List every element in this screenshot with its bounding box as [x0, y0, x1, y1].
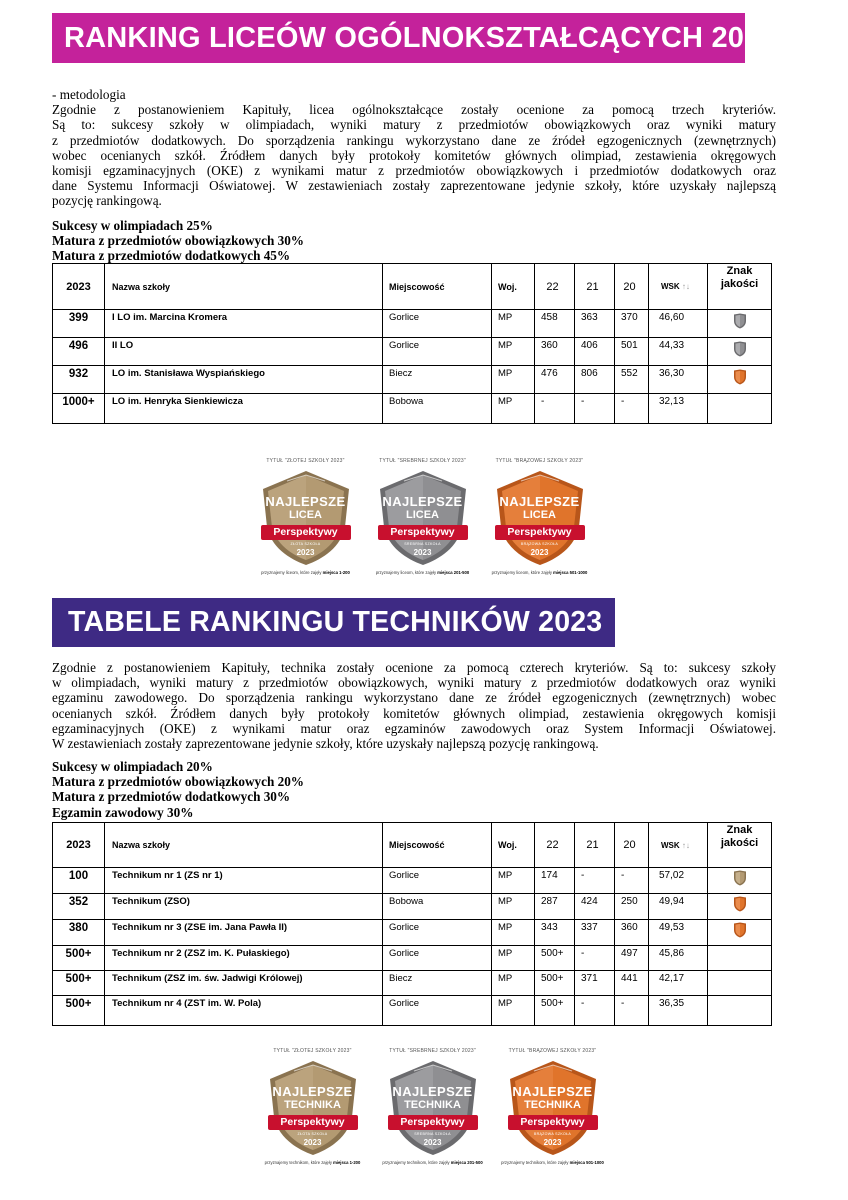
text-line: dane Systemu Informacji Oświatowej. W zestawieniach zostały zaprezentowane jedynie szkoły, które uzyskały najlepszą — [52, 178, 776, 194]
wsk-cell: 45,86 — [649, 946, 708, 971]
woj-cell: MP — [492, 338, 535, 366]
rank-cell: 500+ — [53, 971, 105, 996]
badge-footnote-text: przyznajemy liceom, które zajęły — [261, 570, 323, 575]
quality-cell — [708, 394, 772, 424]
woj-cell: MP — [492, 868, 535, 894]
col-header-woj: Woj. — [492, 823, 535, 868]
table-row — [53, 366, 772, 394]
woj-cell: MP — [492, 971, 535, 996]
badge-caption: TYTUŁ "SREBRNEJ SZKOŁY 2023" — [379, 458, 466, 464]
badge-year: 2023 — [530, 548, 549, 557]
silver-badge-shield-icon — [384, 1057, 482, 1157]
y22-cell: 458 — [535, 310, 575, 338]
y22-cell: 500+ — [535, 996, 575, 1026]
text-line: komisji egzaminacyjnych (OKE) z wynikami matur z przedmiotów obowiązkowych i przedmiotów dodatkowych oraz — [52, 163, 776, 179]
badge-line2: TECHNIKA — [404, 1099, 461, 1111]
school-name-cell: I LO im. Marcina Kromera — [105, 310, 383, 338]
school-name-cell: LO im. Henryka Sienkiewicza — [105, 394, 383, 424]
text-line: ocenianych szkół. Źródłem danych były protokoły komitetów głównych olimpiad, zestawienia okręgowych komisji — [52, 705, 776, 721]
badge-footnote-range: miejsca 201-500 — [437, 570, 470, 575]
wsk-cell: 57,02 — [649, 868, 708, 894]
criterion-line: Matura z przedmiotów obowiązkowych 30% — [52, 233, 304, 249]
city-cell: Gorlice — [383, 996, 492, 1026]
badge-line1: NAJLEPSZE — [499, 494, 580, 509]
bronze-badge-shield-icon — [504, 1057, 602, 1157]
badge-year: 2023 — [296, 548, 315, 557]
col-header-quality: Znak jakości — [708, 264, 772, 310]
city-cell: Bobowa — [383, 394, 492, 424]
y22-cell: 500+ — [535, 971, 575, 996]
gold-badge-shield-icon — [257, 467, 355, 567]
table-row — [53, 394, 772, 424]
school-name-cell: Technikum nr 1 (ZS nr 1) — [105, 868, 383, 894]
silver-school-badge — [365, 455, 480, 575]
table-row — [53, 310, 772, 338]
y21-cell: - — [575, 996, 615, 1026]
table-row — [53, 868, 772, 894]
y22-cell: 500+ — [535, 946, 575, 971]
badge-subtitle: ZŁOTA SZKOŁA — [290, 542, 321, 546]
table-row — [53, 971, 772, 996]
city-cell: Gorlice — [383, 338, 492, 366]
technika-ranking-banner — [52, 598, 615, 647]
badge-footnote — [255, 1160, 370, 1165]
bronze-shield-icon — [733, 896, 747, 912]
text-line: Zgodnie z postanowieniem Kapituły, licea ogólnokształcące zostały ocenione za pomocą trzech kryteriów. — [52, 102, 776, 118]
badge-subtitle: BRĄZOWA SZKOŁA — [520, 542, 559, 546]
y20-cell: 552 — [615, 366, 649, 394]
y22-cell: 343 — [535, 920, 575, 946]
bronze-school-badge — [482, 455, 597, 575]
badge-footnote-text: przyznajemy technikom, które zajęły — [501, 1160, 570, 1165]
badge-caption: TYTUŁ "BRĄZOWEJ SZKOŁY 2023" — [495, 458, 584, 464]
city-cell: Gorlice — [383, 310, 492, 338]
quality-cell — [708, 971, 772, 996]
y22-cell: 476 — [535, 366, 575, 394]
quality-cell — [708, 338, 772, 366]
criterion-line: Sukcesy w olimpiadach 20% — [52, 759, 213, 774]
y21-cell: 363 — [575, 310, 615, 338]
badge-footnote — [248, 570, 363, 575]
city-cell: Biecz — [383, 366, 492, 394]
technika-ranking-table — [52, 822, 772, 1026]
rank-cell: 352 — [53, 894, 105, 920]
badge-caption: TYTUŁ "SREBRNEJ SZKOŁY 2023" — [389, 1048, 476, 1054]
badge-subtitle: BRĄZOWA SZKOŁA — [533, 1132, 572, 1136]
badge-line2: LICEA — [406, 509, 439, 521]
gold-school-badge — [248, 455, 363, 575]
badge-subtitle: ZŁOTA SZKOŁA — [297, 1132, 328, 1136]
col-header-woj: Woj. — [492, 264, 535, 310]
badge-footnote-text: przyznajemy technikom, które zajęły — [264, 1160, 334, 1165]
y20-cell: - — [615, 868, 649, 894]
woj-cell: MP — [492, 996, 535, 1026]
rank-cell: 399 — [53, 310, 105, 338]
y20-cell: 250 — [615, 894, 649, 920]
text-line: Są to: sukcesy szkoły w olimpiadach, wyniki matury z przedmiotów obowiązkowych oraz wyniki matury — [52, 117, 776, 133]
y22-cell: - — [535, 394, 575, 424]
rank-cell: 1000+ — [53, 394, 105, 424]
badge-ribbon: Perspektywy — [508, 1115, 598, 1130]
col-header-city: Miejscowość — [383, 264, 492, 310]
badge-ribbon: Perspektywy — [268, 1115, 358, 1130]
col-header-y22: 22 — [535, 264, 575, 310]
technika-methodology-text — [52, 660, 776, 751]
table-header-row — [53, 823, 772, 868]
sort-arrows-icon: ↑↓ — [681, 282, 690, 291]
wsk-cell: 44,33 — [649, 338, 708, 366]
badge-line2: LICEA — [289, 509, 322, 521]
gold-badge-shield-icon — [264, 1057, 362, 1157]
col-header-wsk[interactable] — [649, 823, 708, 868]
text-line: w olimpiadach, wyniki matury z przedmiotów obowiązkowych, wyniki matury z przedmiotów dodatkowych oraz wyniki — [52, 675, 776, 691]
y21-cell: 806 — [575, 366, 615, 394]
woj-cell: MP — [492, 894, 535, 920]
y21-cell: 424 — [575, 894, 615, 920]
y20-cell: 497 — [615, 946, 649, 971]
sort-arrows-icon: ↑↓ — [681, 840, 690, 850]
y21-cell: - — [575, 946, 615, 971]
licea-badges — [248, 455, 599, 575]
rank-cell: 932 — [53, 366, 105, 394]
table-row — [53, 894, 772, 920]
quality-cell — [708, 996, 772, 1026]
col-header-name: Nazwa szkoły — [105, 823, 383, 868]
badge-caption: TYTUŁ "ZŁOTEJ SZKOŁY 2023" — [266, 458, 345, 464]
rank-cell: 496 — [53, 338, 105, 366]
rank-cell: 380 — [53, 920, 105, 946]
col-header-wsk[interactable] — [649, 264, 708, 310]
quality-cell — [708, 310, 772, 338]
col-header-name: Nazwa szkoły — [105, 264, 383, 310]
text-line: wobec ocenianych szkół. Źródłem danych były protokoły komitetów głównych olimpiad, zestawienia okręgowych — [52, 147, 776, 163]
y21-cell: - — [575, 868, 615, 894]
woj-cell: MP — [492, 366, 535, 394]
badge-line2: TECHNIKA — [524, 1099, 581, 1111]
y21-cell: 337 — [575, 920, 615, 946]
text-line: egzaminu zawodowego. Do sporządzenia rankingu wykorzystano dane ze źródeł egzogenicznych (zewnętrznych) wobec — [52, 690, 776, 706]
technika-ranking-title: TABELE RANKINGU TECHNIKÓW 2023 — [68, 606, 603, 638]
y20-cell: 441 — [615, 971, 649, 996]
quality-cell — [708, 868, 772, 894]
y20-cell: - — [615, 996, 649, 1026]
school-name-cell: Technikum (ZSZ im. św. Jadwigi Królowej) — [105, 971, 383, 996]
col-header-y21: 21 — [575, 264, 615, 310]
badge-year: 2023 — [303, 1138, 322, 1147]
badge-caption: TYTUŁ "BRĄZOWEJ SZKOŁY 2023" — [508, 1048, 597, 1054]
y22-cell: 287 — [535, 894, 575, 920]
badge-ribbon: Perspektywy — [378, 525, 468, 540]
wsk-cell: 42,17 — [649, 971, 708, 996]
col-header-rank: 2023 — [53, 823, 105, 868]
wsk-cell: 49,53 — [649, 920, 708, 946]
badge-footnote-range: miejsca 201-500 — [450, 1160, 483, 1165]
badge-footnote-range: miejsca 501-1000 — [553, 570, 588, 575]
bronze-badge-shield-icon — [491, 467, 589, 567]
table-row — [53, 996, 772, 1026]
y22-cell: 360 — [535, 338, 575, 366]
wsk-cell: 32,13 — [649, 394, 708, 424]
criterion-line: Matura z przedmiotów dodatkowych 30% — [52, 789, 291, 805]
quality-cell — [708, 894, 772, 920]
text-line: Zgodnie z postanowieniem Kapituły, technika zostały ocenione za pomocą czterech kryteriów. Są to: sukcesy szkoły — [52, 660, 776, 675]
rank-cell: 500+ — [53, 946, 105, 971]
badge-ribbon: Perspektywy — [261, 525, 351, 540]
badge-footnote-range: miejsca 1-200 — [333, 1160, 361, 1165]
text-line: z przedmiotów dodatkowych. Do sporządzenia rankingu wykorzystano dane ze źródeł egzogenicznych (zewnętrznych) — [52, 132, 776, 148]
city-cell: Bobowa — [383, 894, 492, 920]
woj-cell: MP — [492, 920, 535, 946]
wsk-cell: 49,94 — [649, 894, 708, 920]
silver-shield-icon — [733, 313, 747, 329]
badge-line1: NAJLEPSZE — [512, 1084, 593, 1099]
gold-shield-icon — [733, 870, 747, 886]
badge-subtitle: SREBRNA SZKOŁA — [404, 542, 441, 546]
bronze-shield-icon — [733, 369, 747, 385]
badge-line1: NAJLEPSZE — [382, 494, 463, 509]
y20-cell: 360 — [615, 920, 649, 946]
badge-footnote-range: miejsca 1-200 — [322, 570, 350, 575]
badge-footnote-text: przyznajemy liceom, które zajęły — [491, 570, 554, 575]
bronze-shield-icon — [733, 922, 747, 938]
badge-footnote-range: miejsca 501-1000 — [569, 1160, 604, 1165]
woj-cell: MP — [492, 946, 535, 971]
badge-footnote-text: przyznajemy liceom, które zajęły — [375, 570, 438, 575]
badge-line1: NAJLEPSZE — [265, 494, 346, 509]
city-cell: Gorlice — [383, 920, 492, 946]
woj-cell: MP — [492, 310, 535, 338]
badge-subtitle: SREBRNA SZKOŁA — [414, 1132, 451, 1136]
wsk-label: WSK — [661, 282, 680, 291]
school-name-cell: Technikum nr 2 (ZSZ im. K. Pułaskiego) — [105, 946, 383, 971]
school-name-cell: Technikum nr 3 (ZSE im. Jana Pawła II) — [105, 920, 383, 946]
badge-year: 2023 — [423, 1138, 442, 1147]
col-header-y20: 20 — [615, 823, 649, 868]
technika-badges — [255, 1045, 615, 1165]
badge-caption: TYTUŁ "ZŁOTEJ SZKOŁY 2023" — [273, 1048, 352, 1054]
y20-cell: 370 — [615, 310, 649, 338]
licea-methodology-text — [52, 87, 776, 209]
badge-footnote — [375, 1160, 490, 1165]
licea-ranking-banner — [52, 13, 777, 63]
table-row — [53, 946, 772, 971]
school-name-cell: LO im. Stanisława Wyspiańskiego — [105, 366, 383, 394]
text-line: egzaminacyjnych (OKE) z wynikami matur oraz egzaminów zawodowych oraz System Informacji Oświatowej. — [52, 720, 776, 736]
y21-cell: 406 — [575, 338, 615, 366]
text-line: W zestawieniach zostały zaprezentowane jedynie szkoły, które uzyskały najlepszą pozycję rankingową. — [52, 736, 599, 752]
criterion-line: Egzamin zawodowy 30% — [52, 804, 194, 820]
rank-cell: 100 — [53, 868, 105, 894]
badge-year: 2023 — [413, 548, 432, 557]
badge-line1: NAJLEPSZE — [272, 1084, 353, 1099]
silver-shield-icon — [733, 341, 747, 357]
badge-year: 2023 — [543, 1138, 562, 1147]
text-line: - metodologia — [52, 87, 126, 102]
y20-cell: 501 — [615, 338, 649, 366]
wsk-cell: 36,30 — [649, 366, 708, 394]
quality-cell — [708, 946, 772, 971]
city-cell: Gorlice — [383, 868, 492, 894]
badge-line2: LICEA — [523, 509, 556, 521]
y20-cell: - — [615, 394, 649, 424]
city-cell: Gorlice — [383, 946, 492, 971]
licea-ranking-title: RANKING LICEÓW OGÓLNOKSZTAŁCĄCYCH 2023 — [64, 21, 777, 54]
quality-cell — [708, 366, 772, 394]
y22-cell: 174 — [535, 868, 575, 894]
badge-footnote-text: przyznajemy technikom, które zajęły — [382, 1160, 451, 1165]
badge-footnote — [495, 1160, 610, 1165]
school-name-cell: Technikum (ZSO) — [105, 894, 383, 920]
wsk-cell: 36,35 — [649, 996, 708, 1026]
school-name-cell: Technikum nr 4 (ZST im. W. Pola) — [105, 996, 383, 1026]
criterion-line: Matura z przedmiotów obowiązkowych 20% — [52, 774, 304, 790]
woj-cell: MP — [492, 394, 535, 424]
city-cell: Biecz — [383, 971, 492, 996]
badge-line2: TECHNIKA — [284, 1099, 341, 1111]
gold-school-badge — [255, 1045, 370, 1165]
silver-badge-shield-icon — [374, 467, 472, 567]
col-header-city: Miejscowość — [383, 823, 492, 868]
bronze-school-badge — [495, 1045, 610, 1165]
wsk-cell: 46,60 — [649, 310, 708, 338]
quality-cell — [708, 920, 772, 946]
col-header-y22: 22 — [535, 823, 575, 868]
col-header-rank: 2023 — [53, 264, 105, 310]
rank-cell: 500+ — [53, 996, 105, 1026]
licea-ranking-table — [52, 263, 772, 424]
col-header-y21: 21 — [575, 823, 615, 868]
table-row — [53, 920, 772, 946]
y21-cell: 371 — [575, 971, 615, 996]
school-name-cell: II LO — [105, 338, 383, 366]
badge-footnote — [365, 570, 480, 575]
silver-school-badge — [375, 1045, 490, 1165]
badge-footnote — [482, 570, 597, 575]
wsk-label: WSK — [661, 840, 680, 850]
table-header-row — [53, 264, 772, 310]
criterion-line: Sukcesy w olimpiadach 25% — [52, 218, 213, 233]
y21-cell: - — [575, 394, 615, 424]
licea-criteria-list — [52, 218, 304, 264]
col-header-quality: Znak jakości — [708, 823, 772, 868]
badge-ribbon: Perspektywy — [495, 525, 585, 540]
table-row — [53, 338, 772, 366]
technika-criteria-list — [52, 759, 304, 820]
col-header-y20: 20 — [615, 264, 649, 310]
text-line: pozycję rankingową. — [52, 193, 162, 209]
badge-line1: NAJLEPSZE — [392, 1084, 473, 1099]
badge-ribbon: Perspektywy — [388, 1115, 478, 1130]
criterion-line: Matura z przedmiotów dodatkowych 45% — [52, 248, 291, 264]
